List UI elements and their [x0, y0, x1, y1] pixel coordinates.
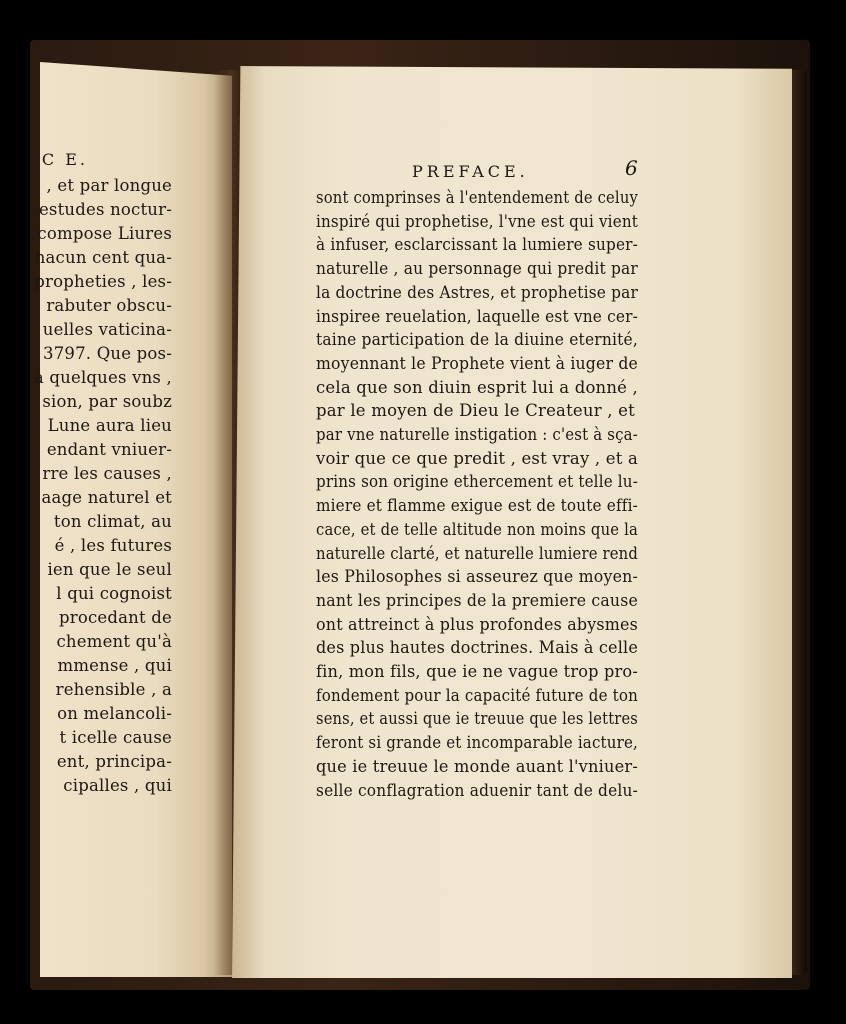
left-line: aage naturel et: [41, 488, 172, 507]
right-line: par le moyen de Dieu le Createur , et: [316, 401, 635, 421]
left-line: estudes noctur-: [38, 200, 172, 219]
right-line: selle conflagration aduenir tant de delu-: [316, 780, 638, 800]
left-line: rabuter obscu-: [46, 296, 172, 315]
left-line: procedant de: [58, 608, 172, 627]
right-line: inspiree reuelation, laquelle est vne cer-: [316, 306, 638, 326]
left-line: ien que le seul: [47, 560, 172, 579]
right-line: à infuser, esclarcissant la lumiere super-: [316, 235, 638, 255]
left-line: endant vniuer-: [46, 440, 172, 459]
left-line: é , les futures: [54, 536, 172, 555]
right-line: fin, mon fils, que ie ne vague trop pro-: [316, 662, 638, 681]
right-line: nant les principes de la premiere cause: [316, 590, 638, 610]
right-line: les Philosophes si asseurez que moyen-: [316, 567, 638, 587]
right-line: des plus hautes doctrines. Mais à celle: [316, 638, 638, 658]
left-page-header: C E.: [41, 150, 88, 169]
right-line: que ie treuue le monde auant l'vniuer-: [316, 756, 638, 776]
left-line: , et par longue: [46, 176, 172, 195]
right-line: taine participation de la diuine eternité,: [316, 330, 638, 350]
left-line: 3797. Que pos-: [43, 344, 172, 363]
left-line: sion, par soubz: [42, 392, 172, 411]
right-line: sens, et aussi que ie treuue que les lettres: [316, 709, 638, 729]
right-line: par vne naturelle instigation : c'est à sça-: [316, 425, 638, 444]
left-line: chement qu'à: [56, 632, 172, 651]
left-line: on melancoli-: [57, 704, 172, 723]
right-line: la doctrine des Astres, et prophetise par: [316, 282, 638, 302]
left-line: cipalles , qui: [63, 776, 172, 795]
page-title: PREFACE.: [412, 162, 529, 181]
right-line: moyennant le Prophete vient à iuger de: [316, 353, 638, 373]
right-line: prins son origine ethercement et telle lu-: [316, 472, 638, 492]
left-line: rre les causes ,: [42, 464, 172, 483]
right-line: inspiré qui prophetise, l'vne est qui vient: [316, 211, 638, 231]
right-line: miere et flamme exigue est de toute effi-: [316, 496, 638, 516]
left-line: propheties , les-: [34, 272, 172, 291]
left-line: ent, principa-: [56, 752, 172, 771]
right-line: ont attreinct à plus profondes abysmes: [316, 614, 638, 634]
left-page-text: [0, 150, 172, 810]
page-number: 6: [625, 156, 638, 180]
left-line: mmense , qui: [57, 656, 172, 675]
left-line: ton climat, au: [53, 512, 172, 531]
left-line: compose Liures: [37, 224, 172, 243]
left-line: hacun cent qua-: [34, 248, 172, 267]
right-line: cace, et de telle altitude non moins que la: [316, 519, 638, 539]
right-line: naturelle clarté, et naturelle lumiere rend: [316, 543, 638, 563]
left-line: uelles vaticina-: [42, 320, 172, 339]
left-line: rehensible , a: [55, 680, 172, 699]
left-line: Lune aura lieu: [47, 416, 172, 435]
left-line: l qui cognoist: [56, 584, 172, 603]
left-line: t icelle cause: [59, 728, 172, 747]
right-page-text: [316, 188, 646, 818]
right-line: fondement pour la capacité future de ton: [316, 685, 638, 705]
right-line: cela que son diuin esprit lui a donné ,: [316, 377, 638, 397]
right-line: feront si grande et incomparable iacture,: [316, 733, 638, 753]
left-line: à quelques vns ,: [33, 368, 172, 387]
right-line: naturelle , au personnage qui predit par: [316, 259, 638, 279]
right-line: sont comprinses à l'entendement de celuy: [316, 188, 638, 207]
right-line: voir que ce que predit , est vray , et a: [316, 448, 638, 468]
